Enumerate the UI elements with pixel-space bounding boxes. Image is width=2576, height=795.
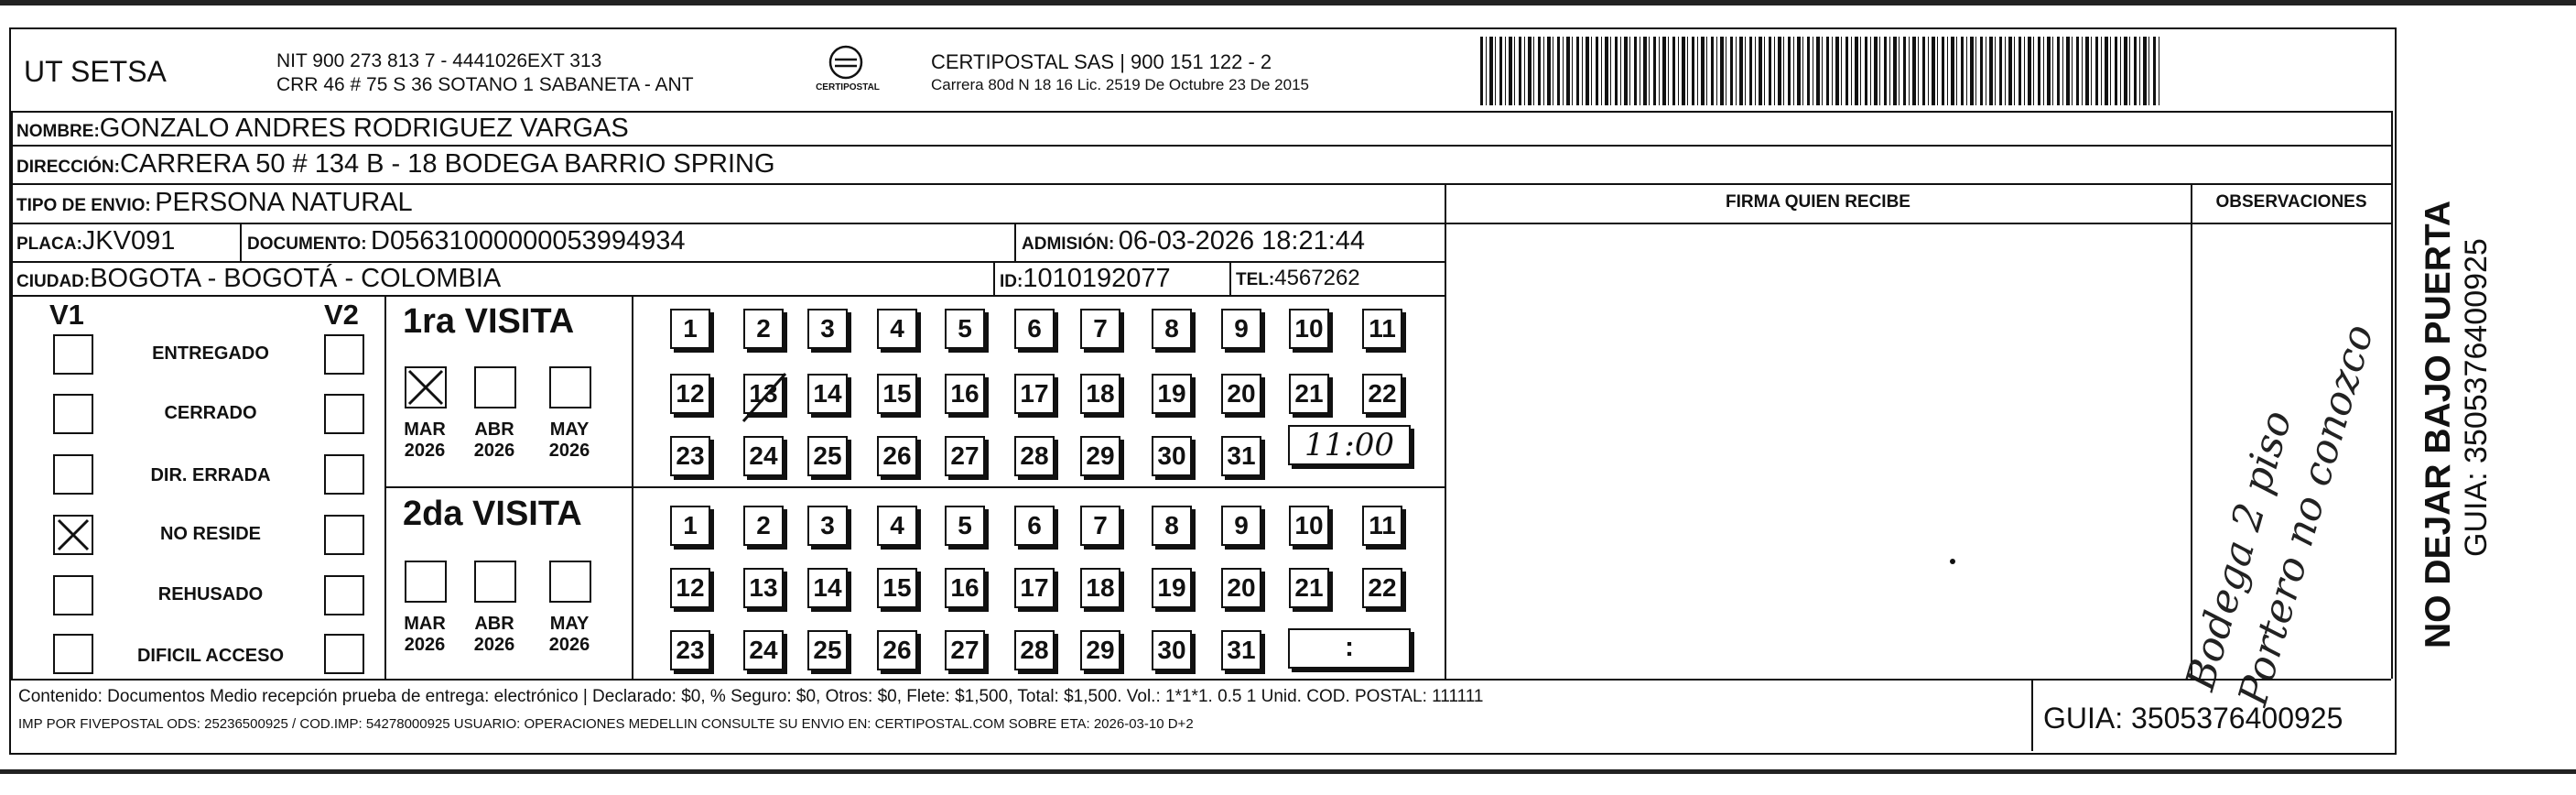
v1-checkbox-dificil-acceso[interactable] [53,634,93,674]
nombre-label: NOMBRE: [16,122,100,141]
tipo-row [16,187,413,223]
admision-row [1022,225,1365,261]
certipostal-line: CERTIPOSTAL SAS | 900 151 122 - 2 [931,50,1272,73]
visit2-time: : [1345,632,1354,662]
ciudad-label: CIUDAD: [16,272,91,291]
status-label-rehusado: REHUSADO [157,584,264,604]
visit2-month-checkbox-may[interactable] [549,561,591,603]
company-name: UT SETSA [24,55,167,88]
placa-label: PLACA: [16,234,82,254]
visit2-month-may: MAY 2026 [548,614,590,655]
documento-value: D05631000000053994934 [371,226,686,256]
visit1-month-checkbox-may[interactable] [549,366,591,408]
visit1-day-4[interactable]: 4 [877,309,917,349]
visit1-time: 11:00 [1304,427,1394,463]
documento-label: DOCUMENTO: [247,234,367,254]
visit1-time-box[interactable] [1288,425,1411,465]
grid-line [11,223,2393,224]
visit2-day-1[interactable]: 1 [670,506,710,546]
visit2-day-4[interactable]: 4 [877,506,917,546]
status-label-dir-errada: DIR. ERRADA [150,465,271,485]
side-no-dejar: NO DEJAR BAJO PUERTA [2419,200,2458,648]
visit2-day-20[interactable]: 20 [1221,568,1261,608]
visit1-day-26[interactable]: 26 [877,436,917,476]
visit1-day-16[interactable]: 16 [945,374,985,414]
visit2-day-14[interactable]: 14 [807,568,848,608]
visit2-month-mar: MAR 2026 [404,614,446,655]
visit1-month-may: MAY 2026 [548,419,590,461]
visit2-day-7[interactable]: 7 [1080,506,1120,546]
nombre-row [16,113,629,148]
visit1-day-20[interactable]: 20 [1221,374,1261,414]
nombre-value: GONZALO ANDRES RODRIGUEZ VARGAS [99,114,629,143]
visit2-title: 2da VISITA [403,495,582,533]
visit1-month-abr: ABR 2026 [473,419,515,461]
id-label: ID: [1000,272,1023,291]
visit2-day-28[interactable]: 28 [1014,630,1055,670]
visit2-day-18[interactable]: 18 [1080,568,1120,608]
v2-checkbox-entregado[interactable] [324,334,364,375]
visit2-month-checkbox-abr[interactable] [474,561,516,603]
visit1-day-27[interactable]: 27 [945,436,985,476]
visit2-day-16[interactable]: 16 [945,568,985,608]
observaciones-handwriting [2177,229,2384,711]
x-mark-icon [55,517,92,553]
admision-label: ADMISIÓN: [1022,234,1115,254]
grid-line [993,261,995,295]
ciudad-row [16,263,501,299]
admision-value: 06-03-2026 18:21:44 [1118,226,1366,256]
visit2-day-10[interactable]: 10 [1289,506,1329,546]
visit1-day-11[interactable]: 11 [1362,309,1402,349]
visit1-day-6[interactable]: 6 [1014,309,1055,349]
status-label-entregado: ENTREGADO [152,343,269,364]
visit2-day-21[interactable]: 21 [1289,568,1329,608]
visit2-day-17[interactable]: 17 [1014,568,1055,608]
visit1-day-19[interactable]: 19 [1152,374,1192,414]
visit1-day-8[interactable]: 8 [1152,309,1192,349]
firma-label: FIRMA QUIEN RECIBE [1726,192,1910,212]
barcode [1480,37,2160,105]
visit1-day-24[interactable]: 24 [743,436,784,476]
nit-line: NIT 900 273 813 7 - 4441026EXT 313 [276,50,602,71]
visit2-day-19[interactable]: 19 [1152,568,1192,608]
visit1-day-2[interactable]: 2 [743,309,784,349]
v1-checkbox-cerrado[interactable] [53,394,93,434]
visit2-day-13[interactable]: 13 [743,568,784,608]
visit1-day-28[interactable]: 28 [1014,436,1055,476]
visit2-day-6[interactable]: 6 [1014,506,1055,546]
visit1-day-31[interactable]: 31 [1221,436,1261,476]
direccion-row [16,148,775,184]
grid-line [1229,261,1231,295]
tel-row [1236,263,1360,297]
license-line: Carrera 80d N 18 16 Lic. 2519 De Octubre 23 De 2015 [931,76,1309,93]
visit1-day-15[interactable]: 15 [877,374,917,414]
visit1-day-17[interactable]: 17 [1014,374,1055,414]
visit1-day-9[interactable]: 9 [1221,309,1261,349]
visit1-day-29[interactable]: 29 [1080,436,1120,476]
v2-checkbox-rehusado[interactable] [324,575,364,615]
v1-checkbox-no-reside[interactable] [53,515,93,555]
documento-row [247,225,686,261]
visit1-day-23[interactable]: 23 [670,436,710,476]
visit2-day-3[interactable]: 3 [807,506,848,546]
grid-line [2031,679,2033,751]
visit2-day-31[interactable]: 31 [1221,630,1261,670]
scan-top-edge [0,0,2576,5]
observaciones-label: OBSERVACIONES [2215,192,2367,212]
visit1-title: 1ra VISITA [403,302,575,341]
direccion-label: DIRECCIÓN: [16,158,120,177]
visit2-day-5[interactable]: 5 [945,506,985,546]
tel-value: 4567262 [1274,266,1360,290]
status-label-no-reside: NO RESIDE [159,524,262,544]
scan-bottom-edge [0,769,2576,774]
visit2-day-22[interactable]: 22 [1362,568,1402,608]
status-label-cerrado: CERRADO [164,403,257,423]
grid-line [2391,111,2393,679]
slash-mark-icon [738,370,793,425]
direccion-value: CARRERA 50 # 134 B - 18 BODEGA BARRIO SPRING [119,149,775,179]
tel-label: TEL: [1236,270,1275,289]
x-mark-icon [406,368,445,407]
v2-checkbox-dir-errada[interactable] [324,454,364,495]
side-guia: GUIA: 3505376400925 [2459,238,2494,557]
visit1-day-12[interactable]: 12 [670,374,710,414]
grid-line [11,679,2391,681]
visit2-day-2[interactable]: 2 [743,506,784,546]
visit1-day-5[interactable]: 5 [945,309,985,349]
visit2-day-23[interactable]: 23 [670,630,710,670]
visit1-day-10[interactable]: 10 [1289,309,1329,349]
visit1-day-13[interactable]: 13 [743,374,784,414]
grid-line [2191,183,2192,679]
visit1-day-14[interactable]: 14 [807,374,848,414]
visit2-month-abr: ABR 2026 [473,614,515,655]
visit1-day-30[interactable]: 30 [1152,436,1192,476]
visit1-day-22[interactable]: 22 [1362,374,1402,414]
visit2-day-8[interactable]: 8 [1152,506,1192,546]
certipostal-logo [809,42,882,99]
v2-label: V2 [324,299,359,331]
v2-checkbox-no-reside[interactable] [324,515,364,555]
imp-line: IMP POR FIVEPOSTAL ODS: 25236500925 / COD.IMP: 54278000925 USUARIO: OPERACIONES MEDELLIN CONSULTE SU ENVIO EN: CERTIPOSTAL.COM SOBRE ETA: 2026-03-10 D+2 [18,716,1194,732]
visit1-day-21[interactable]: 21 [1289,374,1329,414]
visit1-day-1[interactable]: 1 [670,309,710,349]
grid-line [1445,183,1446,679]
visit2-day-9[interactable]: 9 [1221,506,1261,546]
status-label-dificil-acceso: DIFICIL ACCESO [136,646,284,666]
visit2-day-25[interactable]: 25 [807,630,848,670]
visit2-day-11[interactable]: 11 [1362,506,1402,546]
visit1-month-checkbox-mar[interactable] [405,366,447,408]
address-line: CRR 46 # 75 S 36 SOTANO 1 SABANETA - ANT [276,74,694,95]
id-row [1000,263,1171,299]
visit1-month-mar: MAR 2026 [404,419,446,461]
visit2-day-26[interactable]: 26 [877,630,917,670]
footer-guia: GUIA: 3505376400925 [2043,702,2343,735]
pen-dot [1950,559,1955,564]
grid-line [384,486,1445,488]
logo-text: CERTIPOSTAL [816,82,880,93]
visit2-day-12[interactable]: 12 [670,568,710,608]
contenido-line: Contenido: Documentos Medio recepción prueba de entrega: electrónico | Declarado: $0, % Seguro: $0, Otros: $0, Flete: $1,500, Total: $1,500. Vol.: 1*1*1. 0.5 1 Unid. COD. POSTAL: 111111 [18,687,1484,706]
v1-checkbox-entregado[interactable] [53,334,93,375]
visit2-time-box[interactable] [1288,628,1411,669]
v1-checkbox-dir-errada[interactable] [53,454,93,495]
visit2-day-24[interactable]: 24 [743,630,784,670]
visit2-day-29[interactable]: 29 [1080,630,1120,670]
grid-line [240,223,242,261]
visit2-day-30[interactable]: 30 [1152,630,1192,670]
grid-line [1014,223,1016,261]
tipo-value: PERSONA NATURAL [155,188,413,217]
ciudad-value: BOGOTA - BOGOTÁ - COLOMBIA [90,264,502,293]
visit2-month-checkbox-mar[interactable] [405,561,447,603]
placa-value: JKV091 [81,226,176,256]
visit2-day-15[interactable]: 15 [877,568,917,608]
observaciones-text: Bodega 2 piso Portero no conozco [2177,319,2384,711]
visit1-day-7[interactable]: 7 [1080,309,1120,349]
visit1-day-18[interactable]: 18 [1080,374,1120,414]
v1-label: V1 [49,299,84,331]
id-value: 1010192077 [1023,264,1171,293]
visit1-day-3[interactable]: 3 [807,309,848,349]
v2-checkbox-dificil-acceso[interactable] [324,634,364,674]
visit2-day-27[interactable]: 27 [945,630,985,670]
tipo-label: TIPO DE ENVIO: [16,196,151,215]
v2-checkbox-cerrado[interactable] [324,394,364,434]
v1-checkbox-rehusado[interactable] [53,575,93,615]
visit1-month-checkbox-abr[interactable] [474,366,516,408]
visit1-day-25[interactable]: 25 [807,436,848,476]
placa-row [16,225,175,261]
grid-line [11,111,13,679]
